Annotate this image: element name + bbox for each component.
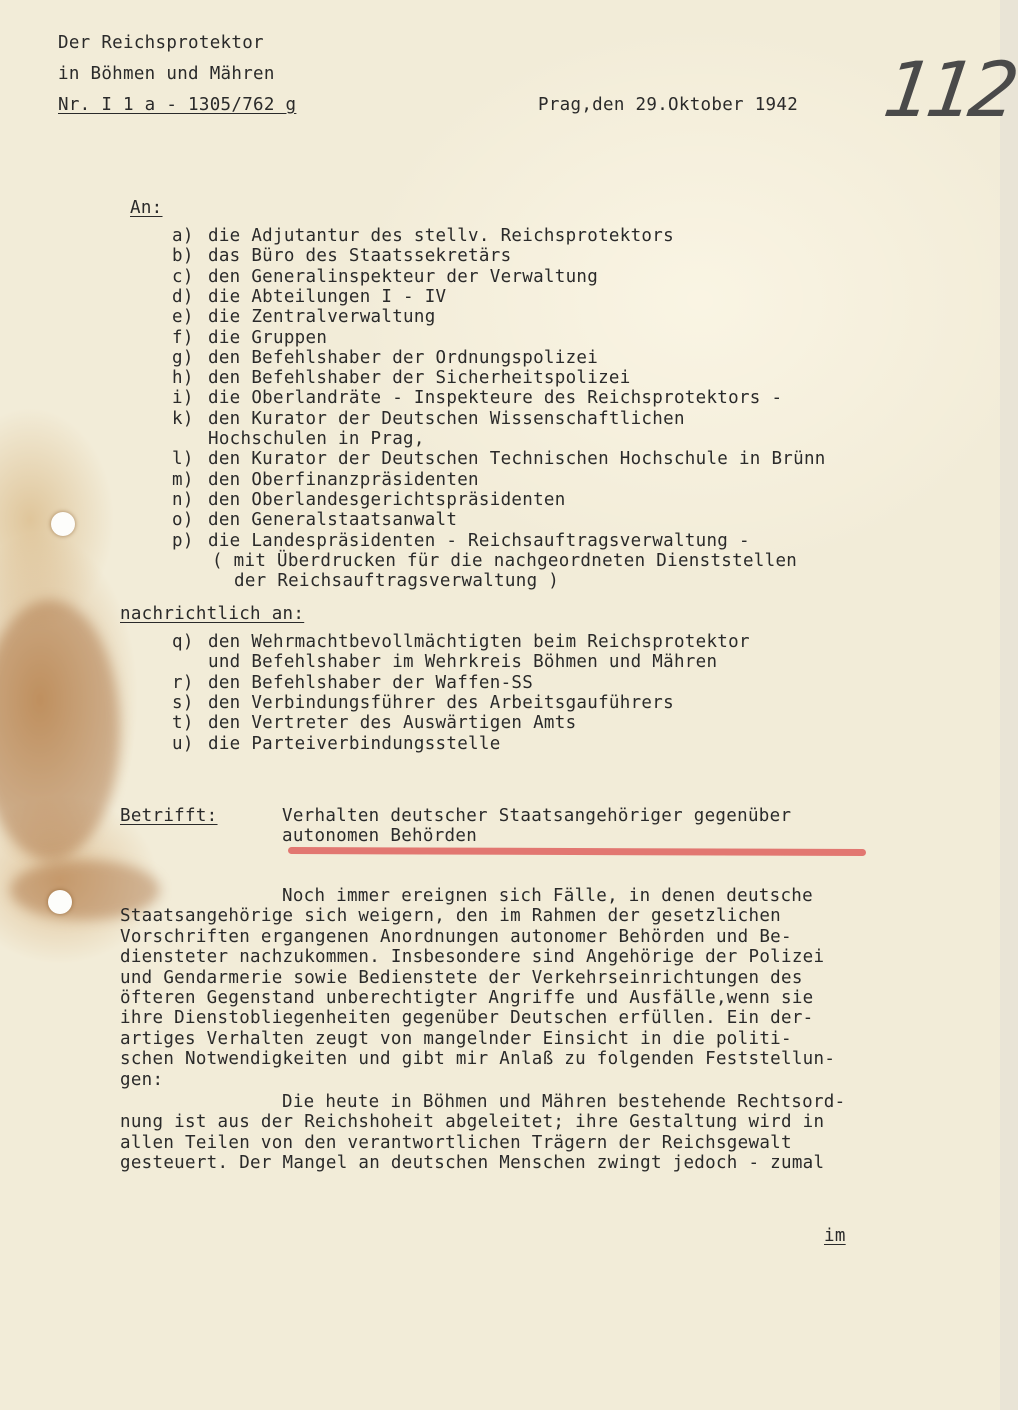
sender-line-2: in Böhmen und Mähren: [58, 64, 275, 84]
stain: [0, 600, 120, 860]
list-item-text: den Verbindungsführer des Arbeitsgauführers: [208, 692, 674, 713]
list-item-letter: o): [172, 510, 194, 531]
punch-hole: [51, 512, 75, 536]
body-line: Noch immer ereignen sich Fälle, in denen deutsche: [282, 886, 813, 906]
body-line: ihre Dienstobliegenheiten gegenüber Deutschen erfüllen. Ein der-: [120, 1008, 814, 1029]
sender-line-1: Der Reichsprotektor: [58, 33, 264, 53]
list-item-text: die Abteilungen I - IV: [208, 286, 447, 307]
list-item-letter: s): [172, 692, 194, 713]
list-item-text: die Oberlandräte - Inspekteure des Reichsprotektors -: [208, 388, 783, 409]
list-item-text: die Gruppen: [208, 327, 328, 348]
list-item-letter: m): [172, 469, 194, 490]
list-item-text: die Landespräsidenten - Reichsauftragsverwaltung -: [208, 530, 750, 551]
body-line: artiges Verhalten zeugt von mangelnder Einsicht in die politi-: [120, 1028, 792, 1049]
list-item-text: den Befehlshaber der Sicherheitspolizei: [208, 368, 631, 389]
body-line: schen Notwendigkeiten und gibt mir Anlaß zu folgenden Feststellun-: [120, 1049, 836, 1070]
list-item-text: den Befehlshaber der Ordnungspolizei: [208, 347, 599, 368]
list-item-text: den Kurator der Deutschen Technischen Hochschule in Brünn: [208, 449, 826, 470]
list-item-text: den Wehrmachtbevollmächtigten beim Reichsprotektor: [208, 632, 750, 652]
list-item-text: das Büro des Staatssekretärs: [208, 246, 512, 267]
list-item-letter: a): [172, 226, 194, 246]
place-date: Prag,den 29.Oktober 1942: [538, 95, 799, 115]
list-item-letter: e): [172, 307, 194, 328]
list-item-letter: d): [172, 286, 194, 307]
body-line: Die heute in Böhmen und Mähren bestehende Rechtsord-: [282, 1092, 846, 1112]
list-item-text: den Befehlshaber der Waffen-SS: [208, 672, 534, 693]
list-item-letter: r): [172, 672, 194, 693]
body-line: nung ist aus der Reichshoheit abgeleitet; ihre Gestaltung wird in: [120, 1112, 825, 1133]
subject-label: Betrifft:: [120, 806, 218, 826]
list-item-text: ( mit Überdrucken für die nachgeordneten Dienststellen: [212, 550, 798, 571]
punch-hole: [48, 890, 72, 914]
list-item-letter: t): [172, 713, 194, 734]
list-item-text: der Reichsauftragsverwaltung ): [234, 571, 560, 592]
subject-line-2: autonomen Behörden: [282, 826, 478, 846]
list-item-letter: h): [172, 368, 194, 389]
list-item-text: den Generalinspekteur der Verwaltung: [208, 266, 599, 287]
list-item-letter: n): [172, 489, 194, 510]
list-item-text: und Befehlshaber im Wehrkreis Böhmen und Mähren: [208, 652, 718, 673]
body-line: Vorschriften ergangenen Anordnungen autonomer Behörden und Be-: [120, 926, 792, 947]
list-item-text: die Parteiverbindungsstelle: [208, 733, 501, 754]
list-item-letter: i): [172, 388, 194, 409]
list-item-letter: b): [172, 246, 194, 267]
list-item-text: den Oberlandesgerichtspräsidenten: [208, 489, 566, 510]
list-item-letter: g): [172, 347, 194, 368]
list-item-letter: k): [172, 408, 194, 429]
continuation-word: im: [824, 1226, 846, 1246]
body-line: und Gendarmerie sowie Bedienstete der Verkehrseinrichtungen des: [120, 967, 803, 988]
list-item-text: die Zentralverwaltung: [208, 307, 436, 328]
body-line: Staatsangehörige sich weigern, den im Rahmen der gesetzlichen: [120, 906, 781, 927]
list-item-text: den Generalstaatsanwalt: [208, 510, 458, 531]
red-underline: [288, 847, 866, 856]
recipients-heading: An:: [130, 198, 163, 218]
body-line: gesteuert. Der Mangel an deutschen Menschen zwingt jedoch - zumal: [120, 1153, 825, 1174]
list-item-letter: l): [172, 449, 194, 470]
file-number: Nr. I 1 a - 1305/762 g: [58, 95, 297, 115]
body-line: allen Teilen von den verantwortlichen Trägern der Reichsgewalt: [120, 1132, 792, 1153]
handwritten-number: 112: [878, 45, 1018, 134]
list-item-text: den Vertreter des Auswärtigen Amts: [208, 713, 577, 734]
list-item-letter: f): [172, 327, 194, 348]
body-line: gen:: [120, 1069, 164, 1090]
list-item-letter: q): [172, 632, 194, 652]
body-line: öfteren Gegenstand unberechtigter Angriffe und Ausfälle,wenn sie: [120, 988, 814, 1008]
list-item-letter: u): [172, 733, 194, 754]
body-line: diensteter nachzukommen. Insbesondere sind Angehörige der Polizei: [120, 947, 825, 968]
list-item-text: den Oberfinanzpräsidenten: [208, 469, 479, 490]
list-item-letter: c): [172, 266, 194, 287]
list-item-text: Hochschulen in Prag,: [208, 429, 425, 449]
list-item-text: die Adjutantur des stellv. Reichsprotektors: [208, 226, 674, 246]
subject-line-1: Verhalten deutscher Staatsangehöriger gegenüber: [282, 806, 792, 826]
cc-heading: nachrichtlich an:: [120, 604, 305, 624]
list-item-text: den Kurator der Deutschen Wissenschaftlichen: [208, 408, 685, 429]
list-item-letter: p): [172, 530, 194, 551]
